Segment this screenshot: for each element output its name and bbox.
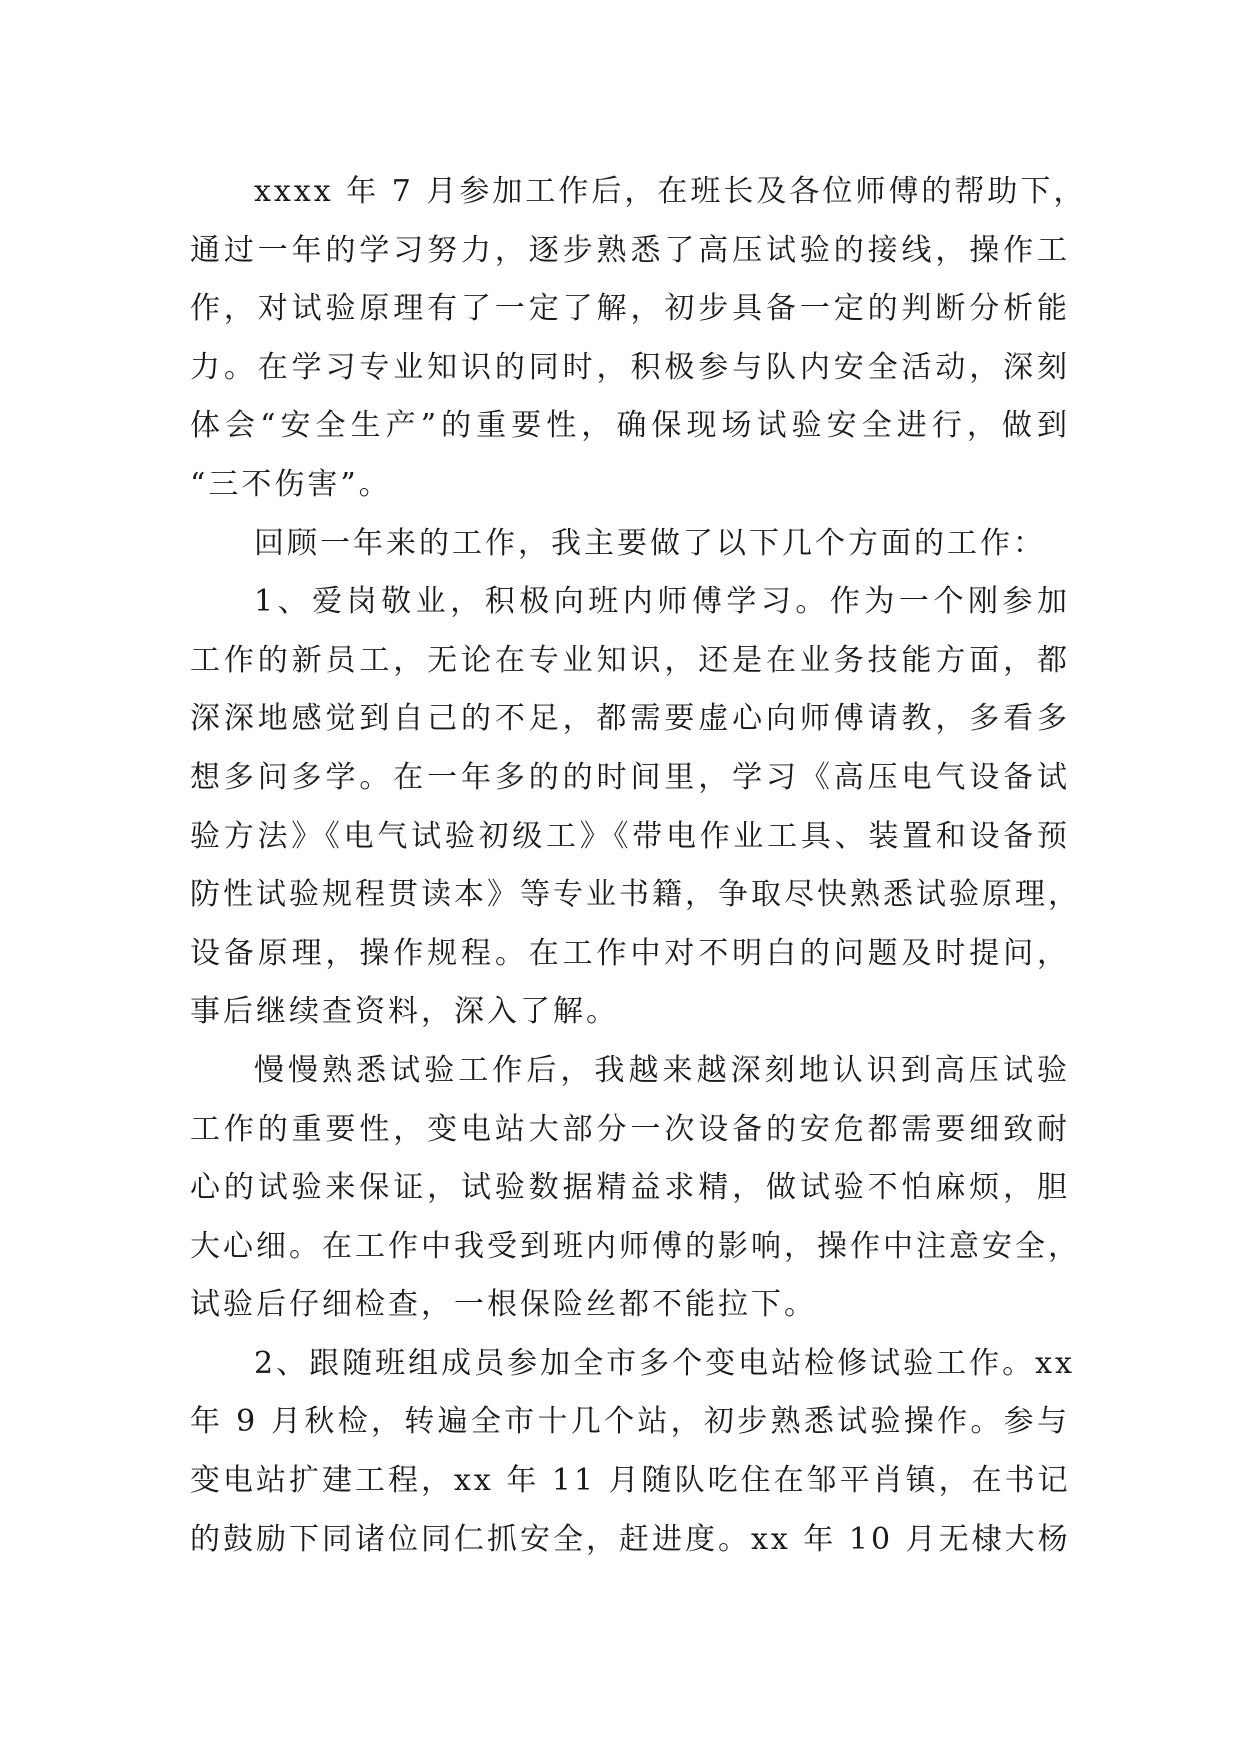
paragraph-4-line-4: 大心细。在工作中我受到班内师傅的影响，操作中注意安全， [190,1228,1081,1264]
document-body [190,163,1087,1569]
paragraph-1-line-2: 通过一年的学习努力，逐步熟悉了高压试验的接线，操作工 [190,232,1070,268]
paragraph-5-line-1: 2、跟随班组成员参加全市多个变电站检修试验工作。xx [254,1345,1075,1381]
paragraph-5-line-4: 的鼓励下同诸位同仁抓安全，赶进度。xx 年 10 月无棣大杨 [190,1521,1071,1557]
paragraph-5-line-2: 年 9 月秋检，转遍全市十几个站，初步熟悉试验操作。参与 [190,1404,1070,1440]
paragraph-3-line-8: 事后继续查资料，深入了解。 [190,994,619,1030]
paragraph-3-line-2: 工作的新员工，无论在专业知识，还是在业务技能方面，都 [190,642,1070,678]
paragraph-5-line-3: 变电站扩建工程，xx 年 11 月随队吃住在邹平肖镇，在书记 [190,1463,1071,1499]
paragraph-4-line-3: 心的试验来保证，试验数据精益求精，做试验不怕麻烦，胆 [190,1170,1070,1206]
paragraph-3-line-7: 设备原理，操作规程。在工作中对不明白的问题及时提问， [190,935,1070,971]
paragraph-3-line-5: 验方法》《电气试验初级工》《带电作业工具、装置和设备预 [190,818,1070,854]
paragraph-4-line-1: 慢慢熟悉试验工作后，我越来越深刻地认识到高压试验 [254,1052,1070,1088]
paragraph-3-line-4: 想多问多学。在一年多的的时间里，学习《高压电气设备试 [190,759,1070,795]
paragraph-1-line-3: 作，对试验原理有了一定了解，初步具备一定的判断分析能 [190,291,1070,327]
paragraph-3-line-3: 深深地感觉到自己的不足，都需要虚心向师傅请教，多看多 [190,701,1070,737]
paragraph-4-line-5: 试验后仔细检查，一根保险丝都不能拉下。 [190,1287,817,1323]
paragraph-1-line-5: 体会“安全生产”的重要性，确保现场试验安全进行，做到 [190,408,1070,444]
paragraph-4-line-2: 工作的重要性，变电站大部分一次设备的安危都需要细致耐 [190,1111,1070,1147]
paragraph-2-line-1: 回顾一年来的工作，我主要做了以下几个方面的工作： [254,525,1046,561]
paragraph-3-line-6: 防性试验规程贯读本》等专业书籍，争取尽快熟悉试验原理， [190,877,1081,913]
paragraph-1-line-4: 力。在学习专业知识的同时，积极参与队内安全活动，深刻 [190,349,1070,385]
paragraph-3-line-1: 1、爱岗敬业，积极向班内师傅学习。作为一个刚参加 [254,584,1070,620]
paragraph-1-line-6: “三不伤害”。 [190,466,392,502]
paragraph-1-line-1: xxxx 年 7 月参加工作后，在班长及各位师傅的帮助下， [254,174,1087,209]
